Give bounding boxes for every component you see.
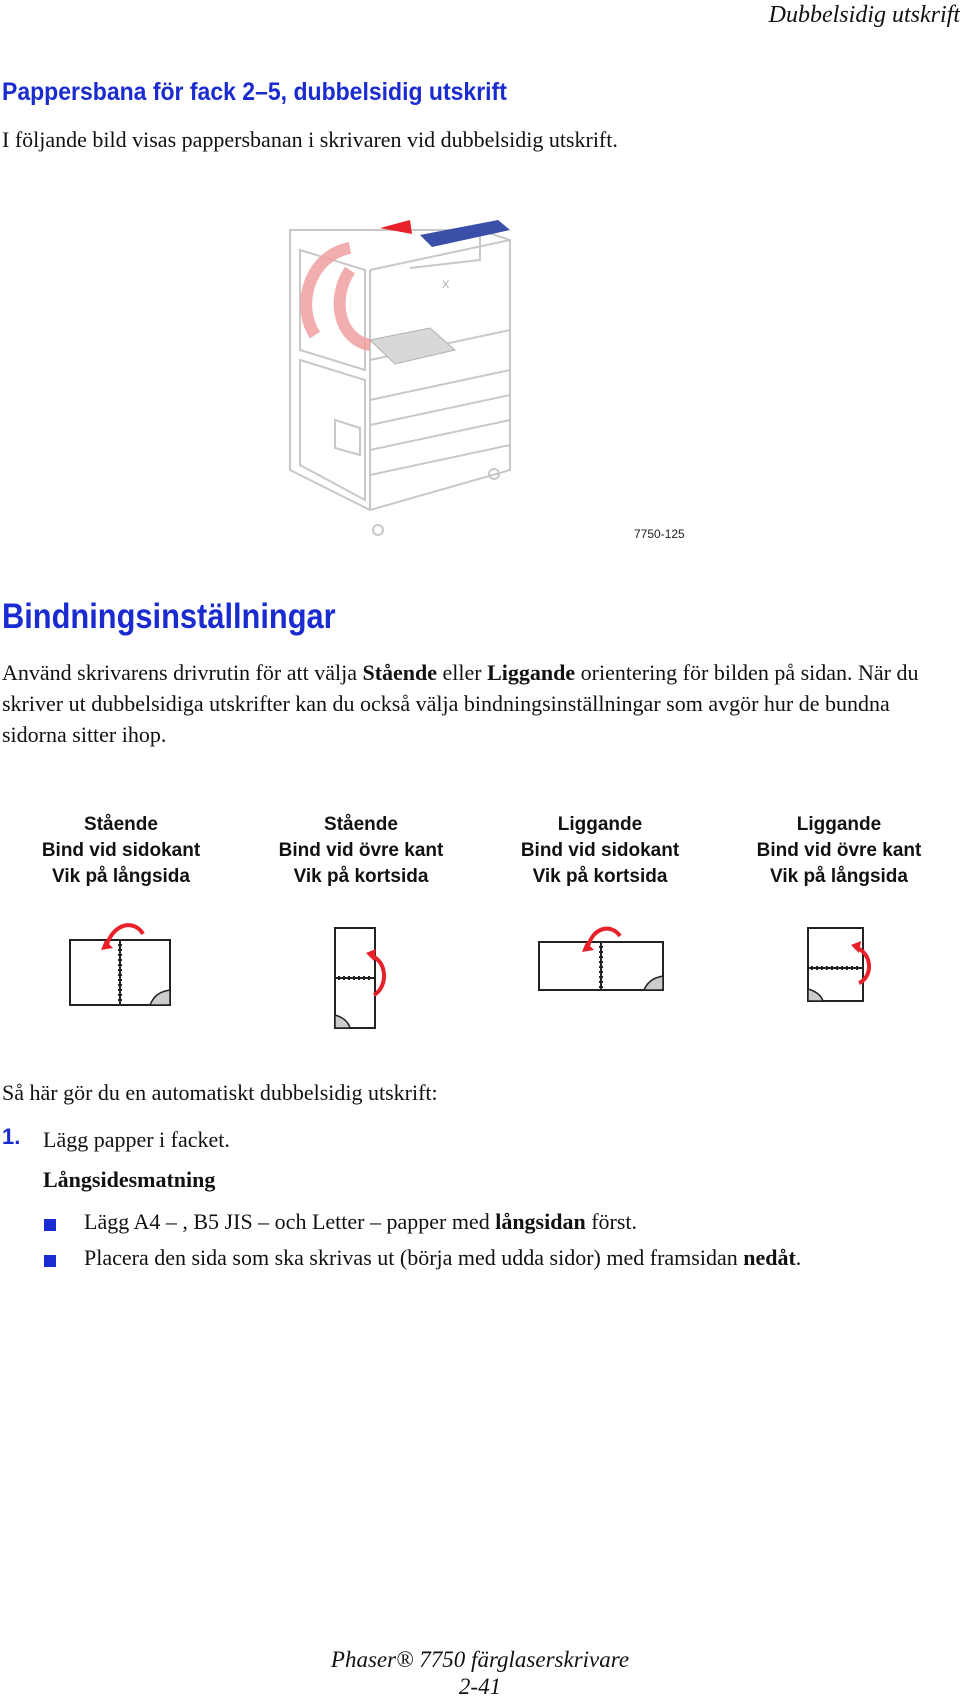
svg-text:X: X bbox=[442, 279, 450, 291]
bullet-item: Placera den sida som ska skrivas ut (börja med udda sidor) med framsidan nedåt. bbox=[84, 1245, 802, 1270]
running-head: Dubbelsidig utskrift bbox=[768, 2, 960, 28]
binding-option-1: Stående Bind vid sidokant Vik på långsida bbox=[41, 814, 201, 887]
footer-product: Phaser® 7750 färglaserskrivare bbox=[330, 1647, 630, 1672]
bullet-item: Lägg A4 – , B5 JIS – och Letter – papper med långsidan först. bbox=[84, 1209, 638, 1234]
steps-intro: Så här gör du en automatiskt dubbelsidig utskrift: bbox=[2, 1080, 438, 1105]
intro-paragraph: I följande bild visas pappersbanan i skrivaren vid dubbelsidig utskrift. bbox=[2, 127, 618, 152]
binding-icon-portrait-long-edge bbox=[65, 920, 175, 1010]
section-heading-paper-path: Pappersbana för fack 2–5, dubbelsidig utskrift bbox=[2, 78, 507, 106]
binding-icon-portrait-short-edge bbox=[330, 925, 390, 1035]
printer-paper-path-illustration bbox=[270, 210, 570, 540]
subheading-long-edge-feed: Långsidesmatning bbox=[43, 1167, 216, 1192]
step-number: 1. bbox=[2, 1124, 21, 1149]
bullet-square-icon bbox=[44, 1255, 56, 1267]
binding-option-3: Liggande Bind vid sidokant Vik på kortsida bbox=[520, 814, 680, 887]
binding-icon-landscape-short-edge bbox=[536, 920, 666, 995]
binding-icon-landscape-long-edge bbox=[805, 925, 885, 1005]
figure-code: 7750-125 bbox=[634, 527, 685, 541]
section-heading-binding: Bindningsinställningar bbox=[2, 597, 336, 636]
step-text: Lägg papper i facket. bbox=[43, 1127, 230, 1152]
binding-paragraph: Använd skrivarens drivrutin för att välja Stående eller Liggande orientering för bilden på sidan. När du skriver ut dubbelsidiga utskrifter kan du också välja bindningsinställningar som avgör hur de bundna sidorna sitter ihop. bbox=[2, 660, 919, 747]
binding-option-4: Liggande Bind vid övre kant Vik på långsida bbox=[756, 814, 922, 887]
bullet-square-icon bbox=[44, 1219, 56, 1231]
footer-page-number: 2-41 bbox=[458, 1674, 502, 1699]
binding-option-2: Stående Bind vid övre kant Vik på kortsida bbox=[278, 814, 444, 887]
